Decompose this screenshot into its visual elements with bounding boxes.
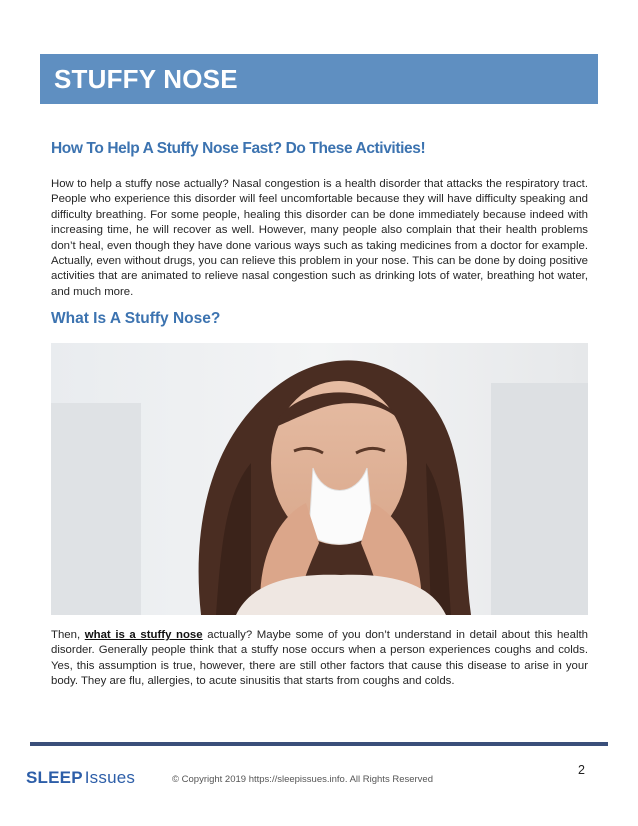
intro-paragraph: How to help a stuffy nose actually? Nasal congestion is a health disorder that attacks the respiratory tract. People who experience this disorder will feel uncomfortable because they will have difficulty speaking and difficulty breathing. For some people, healing this disorder can be done immediately because indeed with increasing time, he will recover as well. However, many people also complain that their health problems don’t heal, even though they have done various ways such as taking medicines from a doctor for example. Actually, even without drugs, you can relieve this problem in your nose. This can be done by doing positive activities that are animated to relieve nasal congestion such as drinking lots of water, breathing hot water, and much more.: [51, 178, 588, 298]
definition-prefix: Then,: [51, 629, 85, 641]
logo-sleep-text: SLEEP: [26, 768, 83, 787]
what-is-stuffy-nose-link[interactable]: what is a stuffy nose: [84, 629, 203, 641]
page-number: 2: [578, 763, 585, 777]
footer-divider: [30, 742, 608, 746]
woman-blowing-nose-photo: [51, 343, 588, 615]
section-heading-what-is: What Is A Stuffy Nose?: [51, 310, 221, 327]
section-heading-how-to-help: How To Help A Stuffy Nose Fast? Do These Activities!: [51, 140, 426, 157]
title-banner: [40, 54, 598, 104]
definition-paragraph: [51, 628, 588, 690]
page-title: STUFFY NOSE: [54, 64, 238, 94]
definition-body: actually? Maybe some of you don’t understand in detail about this health disorder. Generally people think that a stuffy nose occurs when a person experiences coughs and colds. Yes, this assumption is true, however, there are still other factors that cause this disease to arise in your body. They are flu, allergies, to acute sinusitis that starts from coughs and colds.: [51, 629, 588, 688]
logo-issues-text: Issues: [84, 768, 136, 787]
sleep-issues-logo: [26, 768, 135, 788]
copyright-notice: © Copyright 2019 https://sleepissues.info. All Rights Reserved: [172, 774, 433, 785]
